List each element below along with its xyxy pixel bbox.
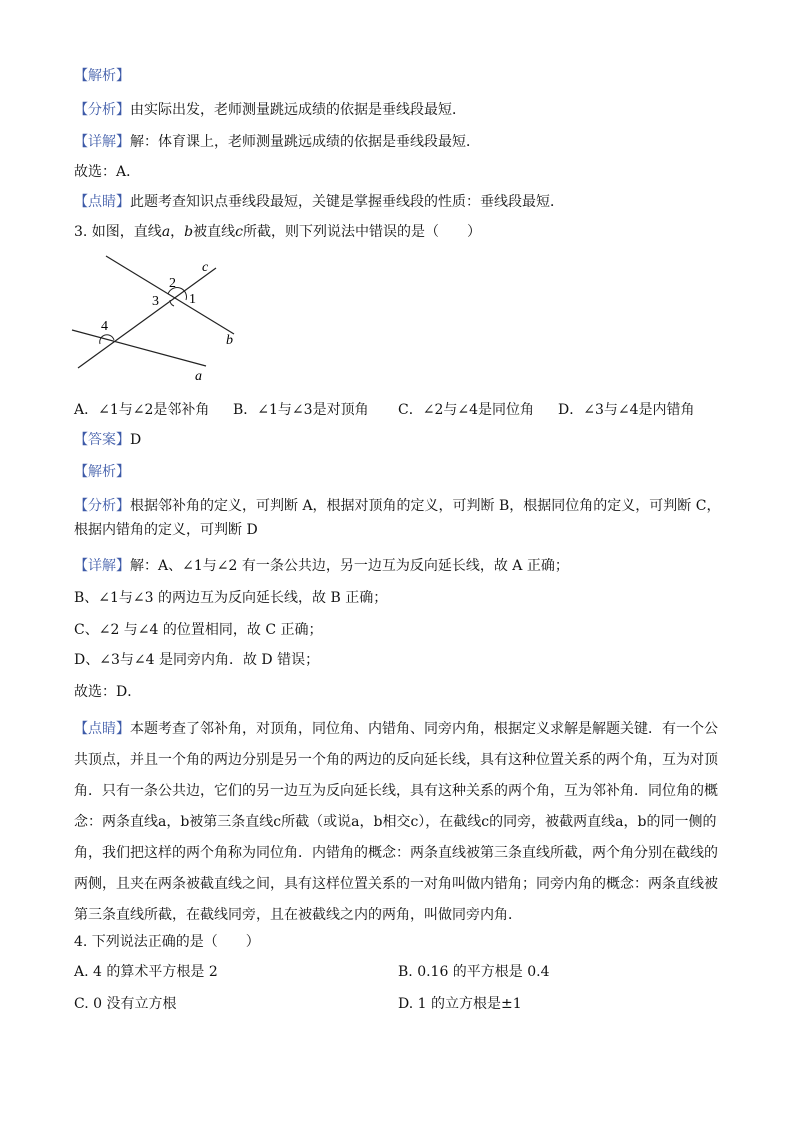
analysis-text: 根据邻补角的定义，可判断 A，根据对顶角的定义，可判断 B，根据同位角的定义，可判断 C，根据内错角的定义，可判断 D xyxy=(74,498,721,538)
answer-tag: 【答案】 xyxy=(74,432,130,448)
answer-text: D xyxy=(130,432,142,448)
var-b: b xyxy=(184,224,194,240)
comment-text: 此题考查知识点垂线段最短，关键是掌握垂线段的性质：垂线段最短． xyxy=(130,194,564,210)
detail-paragraph xyxy=(74,556,569,576)
q3-option-b: B．∠1与∠3是对顶角 xyxy=(233,402,369,418)
q4-option-a: A. 4 的算术平方根是 2 xyxy=(74,964,218,980)
q4-option-b: B. 0.16 的平方根是 0.4 xyxy=(398,964,550,980)
analysis-tag: 【分析】 xyxy=(74,498,130,514)
angle-label-3: 3 xyxy=(152,294,159,309)
analysis-tag: 【分析】 xyxy=(74,102,130,118)
detail-line: C、∠2 与∠4 的位置相同，故 C 正确； xyxy=(74,622,323,638)
detail-line: D、∠3与∠4 是同旁内角．故 D 错误； xyxy=(74,652,320,668)
comment-tag: 【点睛】 xyxy=(74,194,130,210)
line-label-c: c xyxy=(202,260,209,275)
analysis-heading: 【解析】 xyxy=(74,464,130,480)
angle-label-4: 4 xyxy=(101,319,108,334)
var-a: a xyxy=(161,224,171,240)
choice-line: 故选：A． xyxy=(74,164,141,180)
q3-sep: ， xyxy=(170,224,185,240)
line-c xyxy=(78,268,216,368)
answer-line xyxy=(74,430,141,450)
detail-line: B、∠1与∠3 的两边互为反向延长线，故 B 正确； xyxy=(74,590,388,606)
angle-label-1: 1 xyxy=(189,292,196,307)
line-label-b: b xyxy=(226,333,233,348)
q3-option-d: D．∠3与∠4是内错角 xyxy=(558,402,695,418)
q3-stem-part: 被直线 xyxy=(193,224,236,240)
analysis-heading: 【解析】 xyxy=(74,68,130,84)
detail-tag: 【详解】 xyxy=(74,134,130,150)
analysis-text: 由实际出发，老师测量跳远成绩的依据是垂线段最短． xyxy=(130,102,466,118)
choice-line: 故选：D． xyxy=(74,684,142,700)
comment-paragraph xyxy=(74,714,724,931)
angle-label-2: 2 xyxy=(169,276,176,291)
q3-option-a: A．∠1与∠2是邻补角 xyxy=(74,402,210,418)
question-3-stem xyxy=(74,222,481,242)
analysis-paragraph xyxy=(74,100,466,120)
var-c: c xyxy=(235,224,243,240)
detail-paragraph xyxy=(74,132,480,152)
q3-stem-part: 所截，则下列说法中错误的是（ ） xyxy=(242,224,481,240)
comment-paragraph xyxy=(74,192,564,212)
q3-stem-part: 3. 如图，直线 xyxy=(74,224,162,240)
analysis-paragraph xyxy=(74,494,724,542)
line-label-a: a xyxy=(195,369,202,384)
question-4-stem: 4. 下列说法正确的是（ ） xyxy=(74,934,260,950)
line-a xyxy=(72,330,206,366)
comment-text: 本题考查了邻补角，对顶角，同位角、内错角、同旁内角，根据定义求解是解题关键．有一个公共顶点，并且一个角的两边分别是另一个角的两边的反向延长线，具有这种位置关系的两个角，互为对顶角．只有一条公共边，它们的另一边互为反向延长线，具有这种关系的两个角，互为邻补角．同位角的概念：两条直线a，b被第三条直线c所截（或说a，b相交c），在截线c的同旁，被截两直线a，b的同一侧的角，我们把这样的两个角称为同位角．内错角的概念：两条直线被第三条直线所截，两个角分别在截线的两侧，且夹在两条被截直线之间，具有这样位置关系的一对角叫做内错角；同旁内角的概念：两条直线被第三条直线所截，在截线同旁，且在被截线之内的两角，叫做同旁内角． xyxy=(74,721,718,923)
comment-tag: 【点睛】 xyxy=(74,721,130,737)
q4-option-d: D. 1 的立方根是±1 xyxy=(398,996,522,1012)
line-b xyxy=(106,256,234,334)
q4-option-c: C. 0 没有立方根 xyxy=(74,996,177,1012)
detail-text: 解：体育课上，老师测量跳远成绩的依据是垂线段最短． xyxy=(130,134,480,150)
detail-text: 解：A、∠1与∠2 有一条公共边，另一边互为反向延长线，故 A 正确； xyxy=(130,558,569,574)
q3-option-c: C．∠2与∠4是同位角 xyxy=(398,402,534,418)
lines-figure xyxy=(66,254,246,386)
detail-tag: 【详解】 xyxy=(74,558,130,574)
